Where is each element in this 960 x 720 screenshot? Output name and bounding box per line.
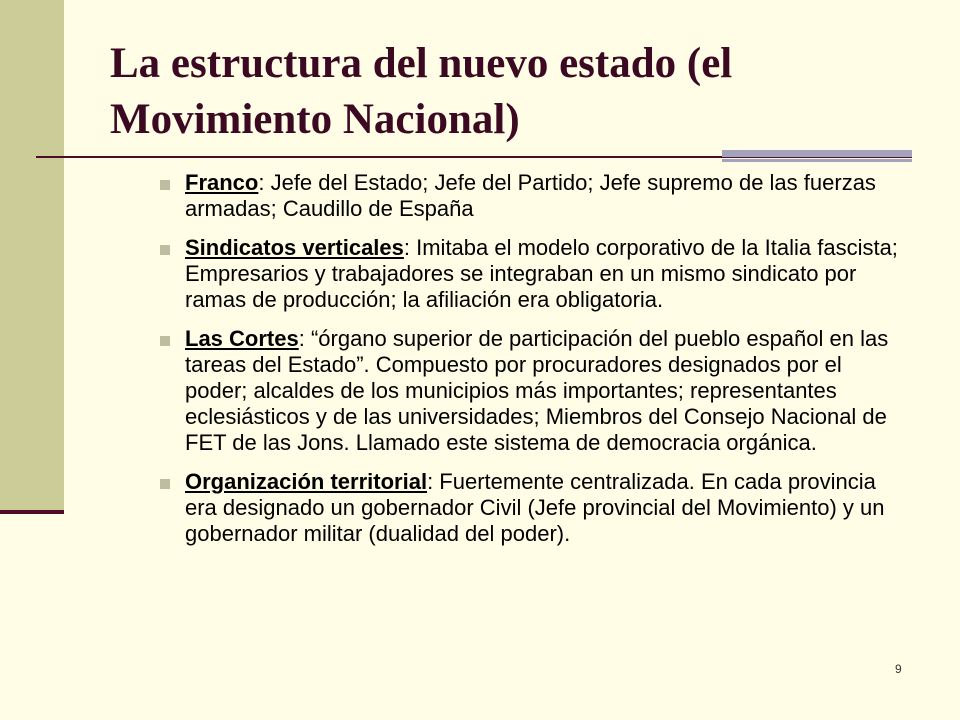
bullet-text: : Imitaba el modelo corporativo de la Italia fascista; Empresarios y trabajadores se integraban en un mismo sindicato por ramas de producción; la afiliación era obligatoria. (185, 235, 898, 312)
bullet-item-cortes (160, 326, 900, 456)
square-bullet-icon (160, 479, 170, 489)
bullet-list (160, 170, 900, 560)
square-bullet-icon (160, 180, 170, 190)
bullet-text: : “órgano superior de participación del pueblo español en las tareas del Estado”. Compuesto por procuradores designados por el poder; alcaldes de los municipios más importantes; representantes eclesiásticos y de las universidades; Miembros del Consejo Nacional de FET de las Jons. Llamado este sistema de democracia orgánica. (185, 326, 889, 455)
bullet-text: : Fuertemente centralizada. En cada provincia era designado un gobernador Civil (Jefe provincial del Movimiento) y un gobernador militar (dualidad del poder). (185, 469, 885, 546)
bullet-item-organizacion (160, 469, 900, 547)
bullet-term: Sindicatos verticales (185, 235, 404, 260)
side-bar-rule (0, 510, 64, 514)
accent-bar-secondary (722, 159, 912, 162)
bullet-item-sindicatos (160, 235, 900, 313)
page-number: 9 (895, 662, 902, 676)
bullet-term: Franco (185, 170, 259, 195)
accent-bar (722, 150, 912, 157)
square-bullet-icon (160, 336, 170, 346)
bullet-text: : Jefe del Estado; Jefe del Partido; Jefe supremo de las fuerzas armadas; Caudillo de España (185, 170, 876, 221)
decorative-side-bar (0, 0, 64, 512)
bullet-term: Las Cortes (185, 326, 299, 351)
square-bullet-icon (160, 245, 170, 255)
bullet-term: Organización territorial (185, 469, 428, 494)
slide-title: La estructura del nuevo estado (el Movimiento Nacional) (110, 40, 733, 143)
bullet-item-franco (160, 170, 900, 222)
